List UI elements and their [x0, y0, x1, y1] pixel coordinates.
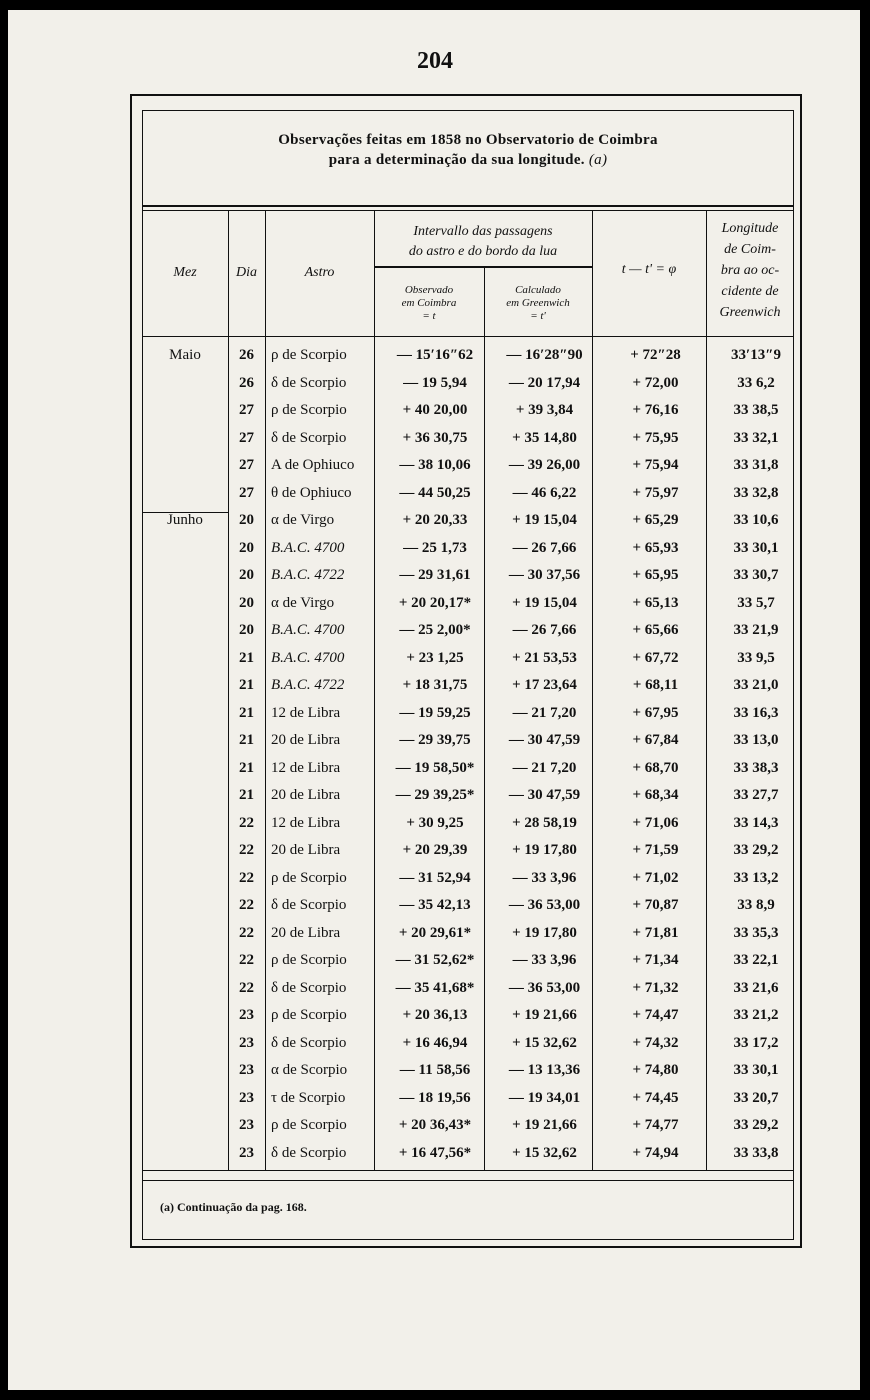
- observado-cell: + 16 46,94: [402, 1034, 468, 1051]
- diferenca-cell: + 71,81: [632, 924, 679, 941]
- dia-cell: 22: [239, 952, 254, 969]
- observado-cell: + 36 30,75: [402, 429, 468, 446]
- observado-cell: — 31 52,62*: [395, 952, 475, 969]
- dia-cell: 20: [239, 512, 254, 529]
- astro-cell: ρ de Scorpio: [271, 402, 347, 419]
- dia-cell: 27: [239, 457, 254, 474]
- astro-cell: δ de Scorpio: [271, 429, 347, 446]
- table-row: [142, 507, 800, 535]
- mez-cell: [142, 452, 228, 480]
- header-longitude-l3: bra ao oc-: [720, 263, 780, 278]
- astro-cell: B.A.C. 4722: [271, 567, 345, 584]
- observado-cell: — 18 19,56: [399, 1089, 471, 1106]
- longitude-cell: 33 22,1: [733, 952, 779, 969]
- astro-cell: δ de Scorpio: [271, 979, 347, 996]
- table-row: [142, 947, 800, 975]
- calculado-cell: + 15 32,62: [512, 1034, 577, 1051]
- mez-cell: Maio: [169, 347, 201, 364]
- table-row: [142, 617, 800, 645]
- table-row: [142, 837, 800, 865]
- diferenca-cell: + 74,94: [632, 1144, 679, 1161]
- dia-cell: 22: [239, 814, 254, 831]
- table-row: [142, 1085, 800, 1113]
- header-longitude: [706, 218, 794, 323]
- longitude-cell: 33 10,6: [733, 512, 779, 529]
- mez-cell: [142, 672, 228, 700]
- longitude-cell: 33 30,1: [733, 1062, 779, 1079]
- header-longitude-l2: de Coim-: [724, 242, 776, 257]
- astro-cell: δ de Scorpio: [271, 374, 347, 391]
- calculado-cell: — 13 13,36: [508, 1062, 581, 1079]
- table-row: [142, 1112, 800, 1140]
- header-diferenca: t — t' = φ: [621, 262, 677, 277]
- diferenca-cell: + 65,95: [632, 567, 679, 584]
- mez-cell: [142, 727, 228, 755]
- observado-cell: + 20 20,33: [402, 512, 468, 529]
- calculado-cell: + 17 23,64: [512, 677, 577, 694]
- observado-cell: — 35 42,13: [399, 897, 471, 914]
- calculado-cell: + 19 15,04: [512, 512, 577, 529]
- dia-cell: 27: [239, 402, 254, 419]
- dia-cell: 20: [239, 594, 254, 611]
- diferenca-cell: + 68,34: [632, 787, 679, 804]
- diferenca-cell: + 74,32: [632, 1034, 679, 1051]
- header-observado-l1: Observado: [404, 284, 454, 296]
- observado-cell: — 29 39,75: [399, 732, 471, 749]
- astro-cell: ρ de Scorpio: [271, 347, 347, 364]
- longitude-cell: 33 20,7: [733, 1089, 779, 1106]
- observado-cell: + 20 36,13: [402, 1007, 468, 1024]
- dia-cell: 22: [239, 979, 254, 996]
- calculado-cell: + 19 21,66: [512, 1117, 577, 1134]
- calculado-cell: — 30 47,59: [508, 787, 581, 804]
- longitude-cell: 33 13,0: [733, 732, 779, 749]
- dia-cell: 21: [239, 787, 254, 804]
- calculado-cell: — 26 7,66: [512, 539, 577, 556]
- observado-cell: — 25 1,73: [403, 539, 467, 556]
- dia-cell: 21: [239, 677, 254, 694]
- table-row: [142, 892, 800, 920]
- calculado-cell: — 30 47,59: [508, 732, 581, 749]
- longitude-cell: 33 13,2: [733, 869, 779, 886]
- calculado-cell: + 21 53,53: [512, 649, 577, 666]
- dia-cell: 26: [239, 374, 254, 391]
- mez-cell: [142, 562, 228, 590]
- diferenca-cell: + 65,13: [632, 594, 679, 611]
- diferenca-cell: + 71,06: [632, 814, 679, 831]
- longitude-cell: 33 29,2: [733, 842, 779, 859]
- mez-cell: [142, 1002, 228, 1030]
- header-intervallo-line2: do astro e do bordo da lua: [408, 244, 558, 259]
- longitude-cell: 33 14,3: [733, 814, 779, 831]
- dia-cell: 20: [239, 622, 254, 639]
- header-calculado: [484, 284, 592, 323]
- longitude-cell: 33 32,1: [733, 429, 779, 446]
- header-intervallo: [374, 222, 592, 262]
- astro-cell: A de Ophiuco: [271, 457, 355, 474]
- calculado-cell: + 35 14,80: [512, 429, 577, 446]
- diferenca-cell: + 68,11: [632, 677, 679, 694]
- observado-cell: + 23 1,25: [406, 649, 464, 666]
- astro-cell: B.A.C. 4700: [271, 539, 345, 556]
- mez-cell: [142, 975, 228, 1003]
- dia-cell: 22: [239, 842, 254, 859]
- dia-cell: 23: [239, 1117, 254, 1134]
- longitude-cell: 33 29,2: [733, 1117, 779, 1134]
- calculado-cell: — 16′28″90: [506, 347, 583, 364]
- longitude-cell: 33 35,3: [733, 924, 779, 941]
- astro-cell: α de Virgo: [271, 594, 335, 611]
- mez-cell: [142, 1140, 228, 1168]
- calculado-cell: — 39 26,00: [508, 457, 581, 474]
- observado-cell: + 18 31,75: [402, 677, 468, 694]
- header-longitude-l1: Longitude: [721, 221, 779, 236]
- table-row: [142, 975, 800, 1003]
- table-bottom-rule-2: [142, 1180, 794, 1181]
- mez-cell: [142, 837, 228, 865]
- longitude-cell: 33 9,5: [737, 649, 775, 666]
- mez-cell: [142, 590, 228, 618]
- diferenca-cell: + 65,29: [632, 512, 679, 529]
- mez-cell: [142, 397, 228, 425]
- mez-cell: [142, 617, 228, 645]
- longitude-cell: 33 33,8: [733, 1144, 779, 1161]
- mez-cell: [142, 1057, 228, 1085]
- table-row: [142, 1140, 800, 1168]
- longitude-cell: 33 21,9: [733, 622, 779, 639]
- dia-cell: 21: [239, 732, 254, 749]
- longitude-cell: 33 16,3: [733, 704, 779, 721]
- mez-cell: [142, 1112, 228, 1140]
- calculado-cell: + 28 58,19: [512, 814, 577, 831]
- longitude-cell: 33 38,5: [733, 402, 779, 419]
- footnote-mark: (a): [160, 1200, 174, 1214]
- calculado-cell: — 21 7,20: [512, 759, 577, 776]
- calculado-cell: — 36 53,00: [508, 979, 581, 996]
- dia-cell: 23: [239, 1034, 254, 1051]
- header-intervallo-line1: Intervallo das passagens: [413, 224, 553, 239]
- astro-cell: B.A.C. 4722: [271, 677, 345, 694]
- observado-cell: — 29 39,25*: [395, 787, 475, 804]
- observado-cell: + 30 9,25: [406, 814, 464, 831]
- header-bottom-rule: [142, 336, 794, 337]
- table-row: [142, 782, 800, 810]
- calculado-cell: — 20 17,94: [508, 374, 581, 391]
- astro-cell: 12 de Libra: [271, 814, 341, 831]
- astro-cell: α de Scorpio: [271, 1062, 348, 1079]
- observado-cell: + 20 29,61*: [398, 924, 472, 941]
- observado-cell: — 31 52,94: [399, 869, 471, 886]
- mez-cell: [142, 920, 228, 948]
- longitude-cell: 33 38,3: [733, 759, 779, 776]
- dia-cell: 21: [239, 649, 254, 666]
- mez-cell: [142, 480, 228, 508]
- diferenca-cell: + 76,16: [632, 402, 679, 419]
- header-longitude-l4: cidente de: [721, 284, 779, 299]
- diferenca-cell: + 71,59: [632, 842, 679, 859]
- diferenca-cell: + 74,47: [632, 1007, 679, 1024]
- observado-cell: — 15′16″62: [396, 347, 474, 364]
- mez-cell: [142, 782, 228, 810]
- calculado-cell: + 19 21,66: [512, 1007, 577, 1024]
- dia-cell: 22: [239, 924, 254, 941]
- title-line-1: Observações feitas em 1858 no Observatorio de Coimbra: [278, 132, 658, 148]
- diferenca-cell: + 74,80: [632, 1062, 679, 1079]
- table-row: [142, 397, 800, 425]
- table-row: [142, 590, 800, 618]
- diferenca-cell: + 68,70: [632, 759, 679, 776]
- calculado-cell: — 21 7,20: [512, 704, 577, 721]
- table-bottom-rule: [142, 1170, 794, 1171]
- mez-cell: [142, 892, 228, 920]
- mez-cell: [142, 645, 228, 673]
- calculado-cell: — 19 34,01: [508, 1089, 581, 1106]
- table-row: [142, 810, 800, 838]
- dia-cell: 22: [239, 869, 254, 886]
- table-row: [142, 755, 800, 783]
- table-row: [142, 865, 800, 893]
- longitude-cell: 33 30,7: [733, 567, 779, 584]
- table-row: [142, 1030, 800, 1058]
- dia-cell: 21: [239, 759, 254, 776]
- dia-cell: 20: [239, 567, 254, 584]
- observado-cell: — 19 58,50*: [395, 759, 475, 776]
- astro-cell: ρ de Scorpio: [271, 1117, 347, 1134]
- observado-cell: — 44 50,25: [399, 484, 471, 501]
- observado-cell: — 25 2,00*: [399, 622, 471, 639]
- table-row: [142, 727, 800, 755]
- header-calculado-l1: Calculado: [515, 284, 561, 296]
- mez-cell: [142, 755, 228, 783]
- dia-cell: 22: [239, 897, 254, 914]
- header-observado-l2: em Coimbra: [401, 297, 457, 309]
- astro-cell: 20 de Libra: [271, 924, 341, 941]
- longitude-cell: 33 5,7: [737, 594, 775, 611]
- table-row: [142, 672, 800, 700]
- diferenca-cell: + 70,87: [632, 897, 679, 914]
- table-row: [142, 452, 800, 480]
- diferenca-cell: + 72″28: [630, 347, 681, 364]
- calculado-cell: + 19 15,04: [512, 594, 577, 611]
- observado-cell: — 38 10,06: [399, 457, 471, 474]
- table-row: [142, 645, 800, 673]
- table-row: [142, 370, 800, 398]
- header-calculado-l3: = t': [530, 310, 546, 322]
- table-row: [142, 535, 800, 563]
- dia-cell: 20: [239, 539, 254, 556]
- longitude-cell: 33 17,2: [733, 1034, 779, 1051]
- diferenca-cell: + 65,66: [632, 622, 679, 639]
- table-row: [142, 1002, 800, 1030]
- mez-cell: [142, 1085, 228, 1113]
- astro-cell: α de Virgo: [271, 512, 335, 529]
- astro-cell: δ de Scorpio: [271, 1144, 347, 1161]
- longitude-cell: 33 21,2: [733, 1007, 779, 1024]
- dia-cell: 26: [239, 347, 254, 364]
- header-observado: [374, 284, 484, 323]
- astro-cell: 20 de Libra: [271, 787, 341, 804]
- table-row: [142, 700, 800, 728]
- diferenca-cell: + 74,45: [632, 1089, 679, 1106]
- observado-cell: — 29 31,61: [399, 567, 471, 584]
- mez-cell: [142, 700, 228, 728]
- calculado-cell: — 33 3,96: [512, 869, 577, 886]
- astro-cell: δ de Scorpio: [271, 897, 347, 914]
- header-mez: Mez: [173, 265, 197, 280]
- mez-cell: [142, 1030, 228, 1058]
- calculado-cell: — 46 6,22: [512, 484, 577, 501]
- diferenca-cell: + 74,77: [632, 1117, 679, 1134]
- astro-cell: ρ de Scorpio: [271, 1007, 347, 1024]
- observations-table-body: [142, 342, 800, 1167]
- longitude-cell: 33 21,0: [733, 677, 779, 694]
- calculado-cell: + 39 3,84: [515, 402, 574, 419]
- diferenca-cell: + 67,72: [632, 649, 679, 666]
- longitude-cell: 33 32,8: [733, 484, 779, 501]
- mez-cell: [142, 535, 228, 563]
- header-dia: Dia: [236, 265, 257, 280]
- astro-cell: 12 de Libra: [271, 759, 341, 776]
- longitude-cell: 33′13″9: [730, 347, 781, 364]
- calculado-cell: + 19 17,80: [512, 842, 577, 859]
- mez-cell: [142, 810, 228, 838]
- table-row: [142, 480, 800, 508]
- astro-cell: 20 de Libra: [271, 842, 341, 859]
- dia-cell: 21: [239, 704, 254, 721]
- subheader-rule: [374, 266, 592, 268]
- observado-cell: + 40 20,00: [402, 402, 468, 419]
- longitude-cell: 33 6,2: [737, 374, 775, 391]
- table-row: [142, 425, 800, 453]
- table-row: [142, 1057, 800, 1085]
- diferenca-cell: + 65,93: [632, 539, 679, 556]
- page-number: 204: [417, 48, 453, 74]
- title-line-2-text: para a determinação da sua longitude.: [328, 152, 585, 168]
- diferenca-cell: + 75,95: [632, 429, 679, 446]
- calculado-cell: — 26 7,66: [512, 622, 577, 639]
- astro-cell: θ de Ophiuco: [271, 484, 352, 501]
- dia-cell: 23: [239, 1007, 254, 1024]
- dia-cell: 23: [239, 1089, 254, 1106]
- diferenca-cell: + 75,94: [632, 457, 679, 474]
- observado-cell: + 20 36,43*: [398, 1117, 472, 1134]
- observado-cell: + 20 29,39: [402, 842, 468, 859]
- longitude-cell: 33 8,9: [737, 897, 775, 914]
- title-note-ref: (a): [588, 152, 608, 168]
- table-row: [142, 342, 800, 370]
- header-astro: Astro: [304, 265, 335, 280]
- dia-cell: 27: [239, 484, 254, 501]
- longitude-cell: 33 27,7: [733, 787, 779, 804]
- footnote-text: Continuação da pag. 168.: [177, 1200, 307, 1214]
- diferenca-cell: + 67,84: [632, 732, 679, 749]
- observado-cell: — 35 41,68*: [395, 979, 475, 996]
- calculado-cell: + 15 32,62: [512, 1144, 577, 1161]
- footnote: [160, 1200, 760, 1215]
- table-row: [142, 920, 800, 948]
- mez-cell: Junho: [167, 512, 203, 529]
- mez-cell: [142, 947, 228, 975]
- longitude-cell: 33 31,8: [733, 457, 779, 474]
- astro-cell: B.A.C. 4700: [271, 649, 345, 666]
- diferenca-cell: + 71,32: [632, 979, 679, 996]
- observado-cell: + 20 20,17*: [398, 594, 472, 611]
- astro-cell: 20 de Libra: [271, 732, 341, 749]
- header-top-rule-2: [142, 210, 794, 211]
- diferenca-cell: + 72,00: [632, 374, 679, 391]
- astro-cell: 12 de Libra: [271, 704, 341, 721]
- header-longitude-l5: Greenwich: [719, 305, 781, 320]
- dia-cell: 27: [239, 429, 254, 446]
- dia-cell: 23: [239, 1144, 254, 1161]
- observado-cell: — 11 58,56: [399, 1062, 471, 1079]
- mez-cell: [142, 425, 228, 453]
- astro-cell: ρ de Scorpio: [271, 952, 347, 969]
- header-calculado-l2: em Greenwich: [506, 297, 570, 309]
- calculado-cell: — 33 3,96: [512, 952, 577, 969]
- calculado-cell: — 36 53,00: [508, 897, 581, 914]
- calculado-cell: + 19 17,80: [512, 924, 577, 941]
- observations-table: [142, 342, 800, 1167]
- astro-cell: ρ de Scorpio: [271, 869, 347, 886]
- astro-cell: δ de Scorpio: [271, 1034, 347, 1051]
- longitude-cell: 33 30,1: [733, 539, 779, 556]
- diferenca-cell: + 75,97: [632, 484, 679, 501]
- astro-cell: B.A.C. 4700: [271, 622, 345, 639]
- table-title: [142, 130, 794, 170]
- longitude-cell: 33 21,6: [733, 979, 779, 996]
- mez-cell: [142, 370, 228, 398]
- diferenca-cell: + 71,34: [632, 952, 679, 969]
- astro-cell: τ de Scorpio: [271, 1089, 346, 1106]
- observado-cell: — 19 59,25: [399, 704, 471, 721]
- diferenca-cell: + 67,95: [632, 704, 679, 721]
- diferenca-cell: + 71,02: [632, 869, 679, 886]
- observado-cell: — 19 5,94: [403, 374, 467, 391]
- mez-cell: [142, 865, 228, 893]
- title-line-2: [142, 150, 794, 170]
- observado-cell: + 16 47,56*: [398, 1144, 472, 1161]
- table-row: [142, 562, 800, 590]
- header-observado-l3: = t: [422, 310, 436, 322]
- dia-cell: 23: [239, 1062, 254, 1079]
- header-top-rule: [142, 205, 794, 207]
- calculado-cell: — 30 37,56: [508, 567, 581, 584]
